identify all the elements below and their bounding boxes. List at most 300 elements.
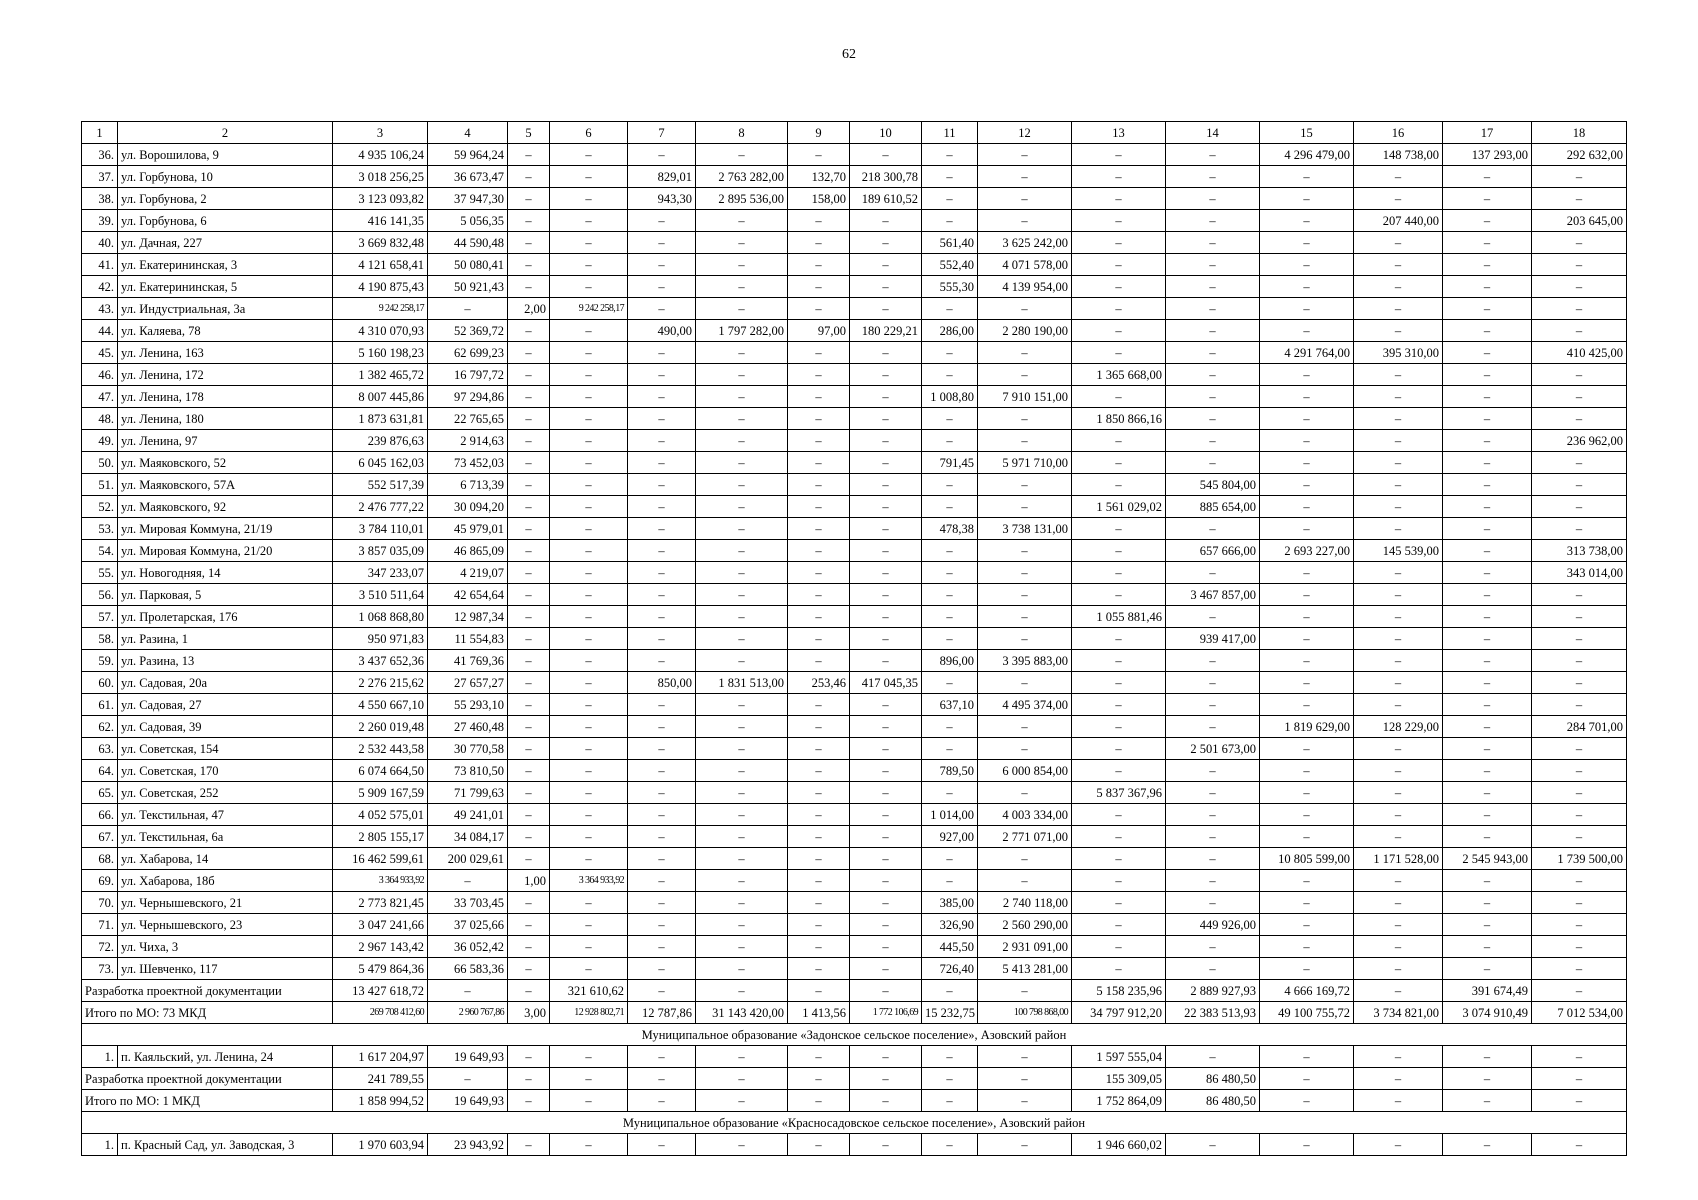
value-cell: – xyxy=(550,760,628,782)
value-cell: – xyxy=(1260,738,1354,760)
row-number: 53. xyxy=(82,518,118,540)
value-cell: – xyxy=(696,254,788,276)
value-cell: – xyxy=(1260,320,1354,342)
value-cell: 97,00 xyxy=(788,320,850,342)
value-cell: – xyxy=(1354,782,1443,804)
value-cell: – xyxy=(550,914,628,936)
table-row xyxy=(82,254,1627,276)
value-cell: – xyxy=(1532,364,1627,386)
value-cell: – xyxy=(508,936,550,958)
table-row xyxy=(82,540,1627,562)
value-cell: 86 480,50 xyxy=(1166,1090,1260,1112)
value-cell: – xyxy=(1443,782,1532,804)
value-cell: – xyxy=(1072,540,1166,562)
value-cell: – xyxy=(508,430,550,452)
value-cell: – xyxy=(1166,342,1260,364)
value-cell: 3 734 821,00 xyxy=(1354,1002,1443,1024)
value-cell: 5 158 235,96 xyxy=(1072,980,1166,1002)
value-cell: 3 018 256,25 xyxy=(333,166,428,188)
value-cell: – xyxy=(1072,276,1166,298)
value-cell: – xyxy=(850,496,922,518)
value-cell: – xyxy=(628,254,696,276)
value-cell: – xyxy=(550,320,628,342)
value-cell: – xyxy=(978,628,1072,650)
value-cell: – xyxy=(922,298,978,320)
address-cell: ул. Маяковского, 52 xyxy=(118,452,333,474)
value-cell: – xyxy=(978,782,1072,804)
value-cell: – xyxy=(850,1090,922,1112)
value-cell: – xyxy=(1354,188,1443,210)
value-cell: – xyxy=(850,408,922,430)
row-number: 67. xyxy=(82,826,118,848)
value-cell: 6 713,39 xyxy=(428,474,508,496)
value-cell: – xyxy=(508,804,550,826)
value-cell: – xyxy=(1072,232,1166,254)
value-cell: – xyxy=(696,914,788,936)
value-cell: – xyxy=(1072,826,1166,848)
value-cell: – xyxy=(628,1090,696,1112)
value-cell: 9 242 258,17 xyxy=(550,298,628,320)
value-cell: – xyxy=(922,738,978,760)
value-cell: – xyxy=(978,1068,1072,1090)
value-cell: – xyxy=(508,342,550,364)
value-cell: 3 395 883,00 xyxy=(978,650,1072,672)
value-cell: – xyxy=(1532,892,1627,914)
row-number: 52. xyxy=(82,496,118,518)
address-cell: ул. Разина, 13 xyxy=(118,650,333,672)
value-cell: – xyxy=(978,672,1072,694)
value-cell: – xyxy=(696,540,788,562)
value-cell: – xyxy=(696,386,788,408)
value-cell: – xyxy=(1072,848,1166,870)
value-cell: – xyxy=(1260,518,1354,540)
value-cell: 939 417,00 xyxy=(1166,628,1260,650)
row-number: 54. xyxy=(82,540,118,562)
value-cell: 3 047 241,66 xyxy=(333,914,428,936)
address-cell: ул. Горбунова, 6 xyxy=(118,210,333,232)
table-row xyxy=(82,892,1627,914)
value-cell: – xyxy=(628,342,696,364)
value-cell: – xyxy=(1443,540,1532,562)
value-cell: – xyxy=(1166,518,1260,540)
value-cell: – xyxy=(1260,474,1354,496)
value-cell: – xyxy=(550,782,628,804)
value-cell: – xyxy=(1166,694,1260,716)
value-cell: – xyxy=(1532,760,1627,782)
value-cell: 5 837 367,96 xyxy=(1072,782,1166,804)
value-cell: – xyxy=(628,1046,696,1068)
value-cell: – xyxy=(922,342,978,364)
value-cell: – xyxy=(850,298,922,320)
value-cell: – xyxy=(1260,584,1354,606)
value-cell: – xyxy=(1443,430,1532,452)
address-cell: ул. Садовая, 27 xyxy=(118,694,333,716)
value-cell: 180 229,21 xyxy=(850,320,922,342)
value-cell: 50 080,41 xyxy=(428,254,508,276)
value-cell: – xyxy=(978,188,1072,210)
column-header: 5 xyxy=(508,122,550,144)
table-row xyxy=(82,628,1627,650)
table-row xyxy=(82,782,1627,804)
header-row xyxy=(82,122,1627,144)
value-cell: – xyxy=(850,892,922,914)
value-cell: 100 798 868,00 xyxy=(978,1002,1072,1024)
address-cell: ул. Горбунова, 2 xyxy=(118,188,333,210)
value-cell: – xyxy=(1166,826,1260,848)
value-cell: 321 610,62 xyxy=(550,980,628,1002)
value-cell: – xyxy=(1072,430,1166,452)
value-cell: – xyxy=(788,342,850,364)
table-row xyxy=(82,144,1627,166)
value-cell: 148 738,00 xyxy=(1354,144,1443,166)
value-cell: – xyxy=(850,232,922,254)
value-cell: – xyxy=(1166,936,1260,958)
value-cell: – xyxy=(788,826,850,848)
table-row xyxy=(82,1046,1627,1068)
value-cell: – xyxy=(1072,760,1166,782)
value-cell: – xyxy=(628,452,696,474)
value-cell: – xyxy=(628,408,696,430)
table-row xyxy=(82,716,1627,738)
value-cell: – xyxy=(1354,276,1443,298)
value-cell: – xyxy=(550,210,628,232)
value-cell: 410 425,00 xyxy=(1532,342,1627,364)
value-cell: 12 928 802,71 xyxy=(550,1002,628,1024)
row-number: 46. xyxy=(82,364,118,386)
value-cell: – xyxy=(1443,496,1532,518)
value-cell: – xyxy=(922,672,978,694)
value-cell: – xyxy=(922,496,978,518)
value-cell: – xyxy=(1354,386,1443,408)
value-cell: – xyxy=(1443,188,1532,210)
value-cell: – xyxy=(1166,320,1260,342)
row-number: 58. xyxy=(82,628,118,650)
value-cell: – xyxy=(550,276,628,298)
value-cell: 1 873 631,81 xyxy=(333,408,428,430)
address-cell: ул. Парковая, 5 xyxy=(118,584,333,606)
value-cell: – xyxy=(788,1134,850,1156)
address-cell: ул. Чернышевского, 23 xyxy=(118,914,333,936)
value-cell: – xyxy=(1166,804,1260,826)
value-cell: – xyxy=(788,650,850,672)
value-cell: – xyxy=(1354,936,1443,958)
value-cell: – xyxy=(508,1090,550,1112)
value-cell: – xyxy=(628,144,696,166)
value-cell: – xyxy=(978,738,1072,760)
value-cell: 2 476 777,22 xyxy=(333,496,428,518)
value-cell: – xyxy=(508,408,550,430)
value-cell: 3 364 933,92 xyxy=(550,870,628,892)
value-cell: – xyxy=(978,430,1072,452)
value-cell: 4 190 875,43 xyxy=(333,276,428,298)
value-cell: – xyxy=(1443,870,1532,892)
column-header: 6 xyxy=(550,122,628,144)
value-cell: – xyxy=(1354,474,1443,496)
value-cell: – xyxy=(788,958,850,980)
value-cell: – xyxy=(1532,914,1627,936)
value-cell: – xyxy=(1260,1068,1354,1090)
value-cell: – xyxy=(922,1134,978,1156)
value-cell: – xyxy=(1532,518,1627,540)
value-cell: – xyxy=(850,782,922,804)
value-cell: 791,45 xyxy=(922,452,978,474)
value-cell: – xyxy=(1532,804,1627,826)
value-cell: 284 701,00 xyxy=(1532,716,1627,738)
row-number: 50. xyxy=(82,452,118,474)
value-cell: 4 550 667,10 xyxy=(333,694,428,716)
value-cell: – xyxy=(550,936,628,958)
value-cell: – xyxy=(850,386,922,408)
value-cell: – xyxy=(1260,672,1354,694)
value-cell: 19 649,93 xyxy=(428,1046,508,1068)
value-cell: 73 810,50 xyxy=(428,760,508,782)
value-cell: – xyxy=(1443,408,1532,430)
value-cell: – xyxy=(1354,166,1443,188)
data-table xyxy=(81,121,1627,1156)
value-cell: – xyxy=(1354,518,1443,540)
value-cell: 2 693 227,00 xyxy=(1260,540,1354,562)
value-cell: – xyxy=(1166,210,1260,232)
value-cell: – xyxy=(628,386,696,408)
value-cell: – xyxy=(508,254,550,276)
value-cell: – xyxy=(1072,628,1166,650)
value-cell: – xyxy=(628,760,696,782)
value-cell: – xyxy=(1443,914,1532,936)
value-cell: – xyxy=(1443,804,1532,826)
value-cell: 189 610,52 xyxy=(850,188,922,210)
value-cell: 16 797,72 xyxy=(428,364,508,386)
table-row xyxy=(82,1134,1627,1156)
value-cell: – xyxy=(922,870,978,892)
value-cell: – xyxy=(788,738,850,760)
value-cell: – xyxy=(922,540,978,562)
value-cell: – xyxy=(850,474,922,496)
value-cell: 478,38 xyxy=(922,518,978,540)
value-cell: – xyxy=(428,298,508,320)
value-cell: – xyxy=(508,782,550,804)
value-cell: 5 909 167,59 xyxy=(333,782,428,804)
value-cell: – xyxy=(1072,188,1166,210)
value-cell: – xyxy=(1532,298,1627,320)
value-cell: – xyxy=(628,628,696,650)
value-cell: – xyxy=(1260,210,1354,232)
value-cell: – xyxy=(1532,166,1627,188)
value-cell: – xyxy=(922,848,978,870)
value-cell: 1 382 465,72 xyxy=(333,364,428,386)
value-cell: – xyxy=(1166,606,1260,628)
total-row xyxy=(82,1090,1627,1112)
value-cell: 2 740 118,00 xyxy=(978,892,1072,914)
value-cell: – xyxy=(1532,254,1627,276)
value-cell: 200 029,61 xyxy=(428,848,508,870)
value-cell: – xyxy=(1166,166,1260,188)
table-row xyxy=(82,738,1627,760)
value-cell: – xyxy=(1443,892,1532,914)
value-cell: 445,50 xyxy=(922,936,978,958)
value-cell: – xyxy=(1443,738,1532,760)
value-cell: – xyxy=(696,760,788,782)
value-cell: – xyxy=(1443,1068,1532,1090)
value-cell: 391 674,49 xyxy=(1443,980,1532,1002)
value-cell: 4 291 764,00 xyxy=(1260,342,1354,364)
value-cell: – xyxy=(788,848,850,870)
value-cell: – xyxy=(550,188,628,210)
value-cell: 19 649,93 xyxy=(428,1090,508,1112)
value-cell: – xyxy=(788,1068,850,1090)
value-cell: – xyxy=(788,694,850,716)
value-cell: 1 617 204,97 xyxy=(333,1046,428,1068)
value-cell: – xyxy=(508,650,550,672)
value-cell: 2 895 536,00 xyxy=(696,188,788,210)
value-cell: 42 654,64 xyxy=(428,584,508,606)
value-cell: – xyxy=(1072,144,1166,166)
value-cell: – xyxy=(1166,386,1260,408)
value-cell: – xyxy=(978,1134,1072,1156)
value-cell: – xyxy=(788,430,850,452)
value-cell: – xyxy=(978,1090,1072,1112)
value-cell: 30 094,20 xyxy=(428,496,508,518)
value-cell: – xyxy=(1260,892,1354,914)
value-cell: – xyxy=(696,848,788,870)
value-cell: – xyxy=(696,430,788,452)
value-cell: 34 084,17 xyxy=(428,826,508,848)
value-cell: 2 280 190,00 xyxy=(978,320,1072,342)
value-cell: – xyxy=(628,540,696,562)
value-cell: – xyxy=(1260,166,1354,188)
value-cell: 9 242 258,17 xyxy=(333,298,428,320)
value-cell: 2 560 290,00 xyxy=(978,914,1072,936)
value-cell: – xyxy=(696,958,788,980)
value-cell: 132,70 xyxy=(788,166,850,188)
value-cell: 55 293,10 xyxy=(428,694,508,716)
value-cell: – xyxy=(696,144,788,166)
column-header: 16 xyxy=(1354,122,1443,144)
value-cell: – xyxy=(628,496,696,518)
value-cell: – xyxy=(1166,672,1260,694)
value-cell: – xyxy=(1532,386,1627,408)
value-cell: – xyxy=(628,232,696,254)
value-cell: – xyxy=(978,496,1072,518)
value-cell: 2 501 673,00 xyxy=(1166,738,1260,760)
value-cell: – xyxy=(1260,826,1354,848)
value-cell: – xyxy=(1072,892,1166,914)
value-cell: – xyxy=(628,914,696,936)
value-cell: – xyxy=(508,166,550,188)
value-cell: – xyxy=(508,496,550,518)
table-row xyxy=(82,364,1627,386)
value-cell: – xyxy=(550,672,628,694)
value-cell: – xyxy=(922,606,978,628)
value-cell: – xyxy=(1443,386,1532,408)
value-cell: – xyxy=(1532,980,1627,1002)
row-number: 38. xyxy=(82,188,118,210)
value-cell: – xyxy=(1354,320,1443,342)
value-cell: – xyxy=(850,738,922,760)
value-cell: – xyxy=(1260,936,1354,958)
page-number: 62 xyxy=(842,47,856,62)
value-cell: – xyxy=(1072,298,1166,320)
value-cell: – xyxy=(1354,298,1443,320)
value-cell: – xyxy=(1166,848,1260,870)
value-cell: – xyxy=(1072,166,1166,188)
value-cell: 49 241,01 xyxy=(428,804,508,826)
value-cell: – xyxy=(788,584,850,606)
value-cell: – xyxy=(850,870,922,892)
table-row xyxy=(82,188,1627,210)
value-cell: – xyxy=(1532,474,1627,496)
column-header: 18 xyxy=(1532,122,1627,144)
value-cell: – xyxy=(628,364,696,386)
value-cell: 37 947,30 xyxy=(428,188,508,210)
value-cell: 59 964,24 xyxy=(428,144,508,166)
value-cell: 1 171 528,00 xyxy=(1354,848,1443,870)
value-cell: 2 914,63 xyxy=(428,430,508,452)
value-cell: – xyxy=(1166,364,1260,386)
row-number: 61. xyxy=(82,694,118,716)
value-cell: – xyxy=(788,474,850,496)
value-cell: 86 480,50 xyxy=(1166,1068,1260,1090)
value-cell: – xyxy=(508,1068,550,1090)
value-cell: – xyxy=(696,562,788,584)
value-cell: – xyxy=(508,826,550,848)
row-number: 72. xyxy=(82,936,118,958)
value-cell: – xyxy=(1443,672,1532,694)
value-cell: – xyxy=(1166,276,1260,298)
value-cell: – xyxy=(508,672,550,694)
value-cell: 97 294,86 xyxy=(428,386,508,408)
value-cell: – xyxy=(628,738,696,760)
value-cell: – xyxy=(1166,452,1260,474)
value-cell: – xyxy=(922,1090,978,1112)
address-cell: ул. Каляева, 78 xyxy=(118,320,333,342)
value-cell: – xyxy=(1354,738,1443,760)
value-cell: – xyxy=(696,936,788,958)
column-header: 2 xyxy=(118,122,333,144)
value-cell: 395 310,00 xyxy=(1354,342,1443,364)
value-cell: 4 495 374,00 xyxy=(978,694,1072,716)
value-cell: – xyxy=(550,496,628,518)
value-cell: – xyxy=(1072,672,1166,694)
table-row xyxy=(82,298,1627,320)
value-cell: 7 910 151,00 xyxy=(978,386,1072,408)
table-row xyxy=(82,276,1627,298)
value-cell: – xyxy=(1354,914,1443,936)
value-cell: – xyxy=(628,562,696,584)
value-cell: – xyxy=(1072,518,1166,540)
address-cell: ул. Ленина, 163 xyxy=(118,342,333,364)
section-title: Муниципальное образование «Красносадовское сельское поселение», Азовский район xyxy=(82,1112,1627,1134)
value-cell: – xyxy=(1443,364,1532,386)
value-cell: – xyxy=(1260,760,1354,782)
value-cell: 27 657,27 xyxy=(428,672,508,694)
value-cell: – xyxy=(1443,606,1532,628)
value-cell: 2 545 943,00 xyxy=(1443,848,1532,870)
value-cell: – xyxy=(1166,298,1260,320)
value-cell: 789,50 xyxy=(922,760,978,782)
value-cell: – xyxy=(922,562,978,584)
value-cell: – xyxy=(1354,254,1443,276)
value-cell: – xyxy=(1354,562,1443,584)
value-cell: 927,00 xyxy=(922,826,978,848)
value-cell: – xyxy=(850,364,922,386)
value-cell: 1,00 xyxy=(508,870,550,892)
value-cell: – xyxy=(696,584,788,606)
table-row xyxy=(82,166,1627,188)
value-cell: – xyxy=(1166,188,1260,210)
value-cell: – xyxy=(1443,694,1532,716)
value-cell: – xyxy=(788,782,850,804)
value-cell: – xyxy=(628,892,696,914)
